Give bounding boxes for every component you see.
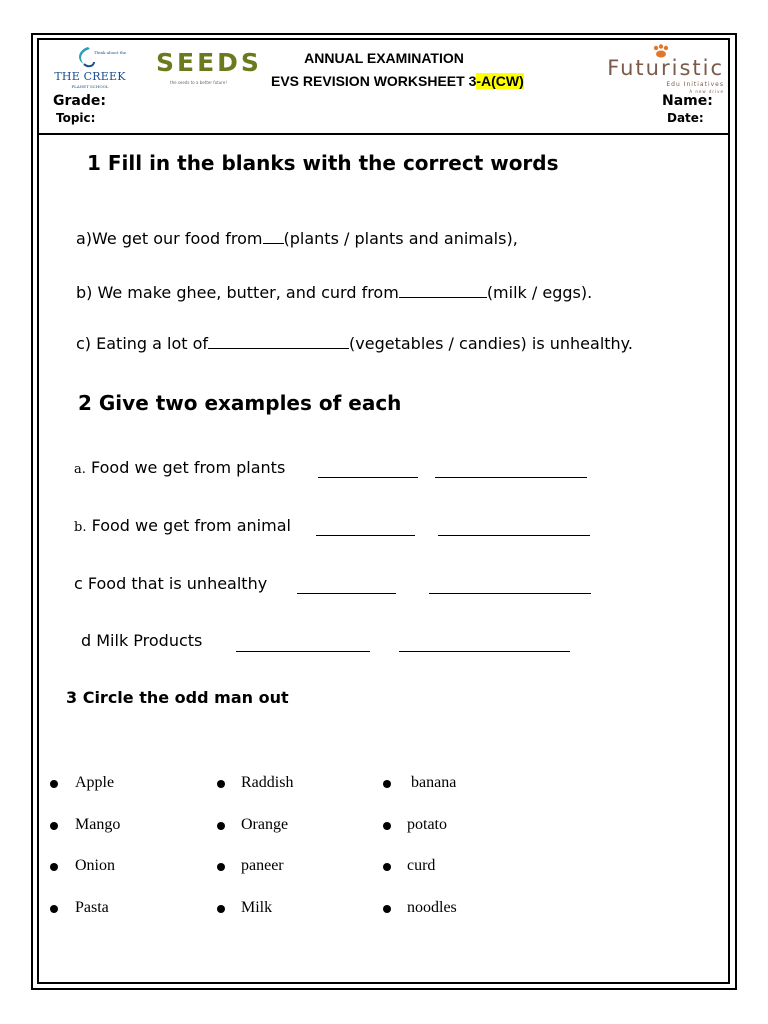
grade-label: Grade: [53,93,106,109]
example-item-d [81,631,202,650]
name-label: Name: [662,93,713,109]
bullet-icon [217,905,225,913]
answer-blank[interactable] [399,282,487,298]
bullet-icon [383,905,391,913]
question-1b-text: b) We make ghee, butter, and curd from [76,283,399,302]
section-3-heading: 3 Circle the odd man out [66,688,289,707]
question-1c [76,333,633,353]
answer-blank[interactable] [316,520,415,536]
odd-one-option[interactable]: potato [407,816,447,833]
header-divider [39,133,728,135]
bullet-icon [217,863,225,871]
seeds-logo-tagline: the seeds to a better future! [170,80,227,85]
question-1b-options: (milk / eggs). [486,283,593,302]
futuristic-logo-tagline: A new drive [689,89,724,94]
odd-one-option[interactable]: Apple [75,774,115,791]
creek-logo-subtitle: PLANET SCHOOL [71,84,109,89]
worksheet-title-prefix: EVS REVISION WORKSHEET 3 [271,73,477,89]
bullet-icon [50,780,58,788]
item-text: Food we get from animal [91,516,291,535]
item-text: Milk Products [91,631,203,650]
example-item-a [74,458,285,477]
question-1a [76,228,518,248]
odd-one-option[interactable]: Pasta [75,899,109,916]
item-letter: c [74,574,83,593]
odd-one-option[interactable]: Milk [241,899,273,916]
creek-logo-name: THE CREEK [54,70,126,83]
bullet-icon [217,780,225,788]
item-letter: b. [74,520,87,535]
answer-blank[interactable] [297,578,396,594]
bullet-icon [50,822,58,830]
item-text: Food that is unhealthy [82,574,268,593]
question-1c-text: c) Eating a lot of [76,334,209,353]
creek-logo-tagline: Think about the [94,50,127,55]
date-label: Date: [667,111,704,125]
question-1c-options: (vegetables / candies) is unhealthy. [349,334,633,353]
worksheet-title [271,73,524,89]
odd-one-option[interactable]: curd [407,857,436,874]
odd-one-option[interactable]: paneer [241,857,284,874]
odd-one-option[interactable]: banana [407,774,457,791]
odd-one-option[interactable]: Mango [75,816,121,833]
bullet-icon [383,822,391,830]
seeds-logo-name: SEEDS [156,48,262,77]
answer-blank[interactable] [263,228,284,244]
topic-label: Topic: [56,111,96,125]
bullet-icon [50,905,58,913]
bullet-icon [383,780,391,788]
item-letter: a. [74,462,86,477]
section-2-heading: 2 Give two examples of each [78,391,402,415]
section-1-heading: 1 Fill in the blanks with the correct words [87,151,559,175]
answer-blank[interactable] [429,578,591,594]
answer-blank[interactable] [208,333,349,349]
bullet-icon [217,822,225,830]
question-1a-options: (plants / plants and animals), [283,229,518,248]
odd-one-option[interactable]: Onion [75,857,115,874]
answer-blank[interactable] [399,636,570,652]
answer-blank[interactable] [435,462,587,478]
odd-one-option[interactable]: noodles [407,899,457,916]
worksheet-title-code: -A(CW) [476,73,524,89]
bullet-icon [50,863,58,871]
odd-one-option[interactable]: Raddish [241,774,294,791]
item-text: Food we get from plants [90,458,286,477]
item-letter: d [81,631,92,650]
page-border-inner [37,38,730,984]
futuristic-logo-subtitle: Edu Initiatives [666,81,724,88]
futuristic-logo-name: Futuristic [607,56,724,80]
question-1a-text: a)We get our food from [76,229,263,248]
exam-title: ANNUAL EXAMINATION [304,50,464,66]
question-1b [76,282,592,302]
odd-one-option[interactable]: Orange [241,816,289,833]
answer-blank[interactable] [318,462,418,478]
answer-blank[interactable] [236,636,370,652]
answer-blank[interactable] [438,520,590,536]
example-item-c [74,574,267,593]
example-item-b [74,516,291,535]
bullet-icon [383,863,391,871]
